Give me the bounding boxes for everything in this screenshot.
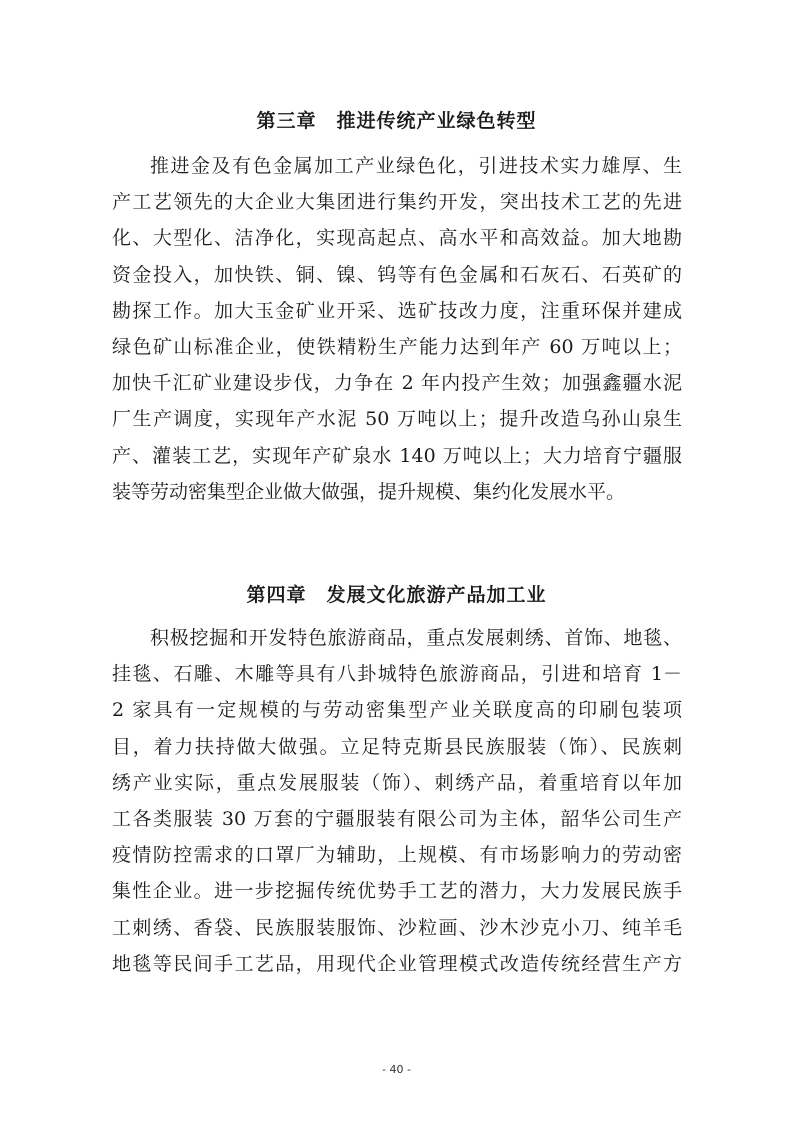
page-number: - 40 - bbox=[382, 1063, 411, 1076]
paragraph-line: 资金投入，加快铁、铜、镍、钨等有色金属和石灰石、石英矿的 bbox=[112, 263, 682, 286]
chapter-4-title: 第四章 发展文化旅游产品加工业 bbox=[246, 584, 547, 606]
paragraph-line: 积极挖掘和开发特色旅游商品，重点发展刺绣、首饰、地毯、 bbox=[150, 627, 682, 649]
paragraph-line: 目，着力扶持做大做强。立足特克斯县民族服装（饰）、民族刺 bbox=[112, 735, 682, 758]
chapter-4-paragraph bbox=[112, 620, 682, 982]
paragraph-line: 疫情防控需求的口罩厂为辅助，上规模、有市场影响力的劳动密 bbox=[112, 844, 682, 867]
paragraph-line: 化、大型化、洁净化，实现高起点、高水平和高效益。加大地勘 bbox=[112, 227, 682, 250]
paragraph-line: 装等劳动密集型企业做大做强，提升规模、集约化发展水平。 bbox=[112, 480, 626, 503]
chapter-3-paragraph bbox=[112, 148, 682, 510]
paragraph-line: 勘探工作。加大玉金矿业开采、选矿技改力度，注重环保并建成 bbox=[112, 299, 682, 322]
paragraph-line: 2 家具有一定规模的与劳动密集型产业关联度高的印刷包装项 bbox=[112, 699, 682, 722]
paragraph-line: 地毯等民间手工艺品，用现代企业管理模式改造传统经营生产方 bbox=[112, 952, 682, 975]
paragraph-line: 绿色矿山标准企业，使铁精粉生产能力达到年产 60 万吨以上； bbox=[112, 335, 682, 358]
paragraph-line: 工刺绣、香袋、民族服装服饰、沙粒画、沙木沙克小刀、纯羊毛 bbox=[112, 916, 682, 939]
paragraph-line: 集性企业。进一步挖掘传统优势手工艺的潜力，大力发展民族手 bbox=[112, 880, 682, 903]
paragraph-line: 挂毯、石雕、木雕等具有八卦城特色旅游商品，引进和培育 1－ bbox=[112, 663, 682, 686]
paragraph-line: 产、灌装工艺，实现年产矿泉水 140 万吨以上；大力培育宁疆服 bbox=[112, 444, 682, 467]
paragraph-line: 绣产业实际，重点发展服装（饰）、刺绣产品，着重培育以年加 bbox=[112, 771, 682, 794]
paragraph-line: 产工艺领先的大企业大集团进行集约开发，突出技术工艺的先进 bbox=[112, 191, 682, 214]
chapter-3-title: 第三章 推进传统产业绿色转型 bbox=[256, 110, 537, 132]
paragraph-line: 工各类服装 30 万套的宁疆服装有限公司为主体，韶华公司生产 bbox=[112, 807, 682, 830]
paragraph-line: 厂生产调度，实现年产水泥 50 万吨以上；提升改造乌孙山泉生 bbox=[112, 408, 682, 431]
paragraph-line: 加快千汇矿业建设步伐，力争在 2 年内投产生效；加强鑫疆水泥 bbox=[112, 372, 682, 395]
paragraph-line: 推进金及有色金属加工产业绿色化，引进技术实力雄厚、生 bbox=[150, 155, 682, 177]
